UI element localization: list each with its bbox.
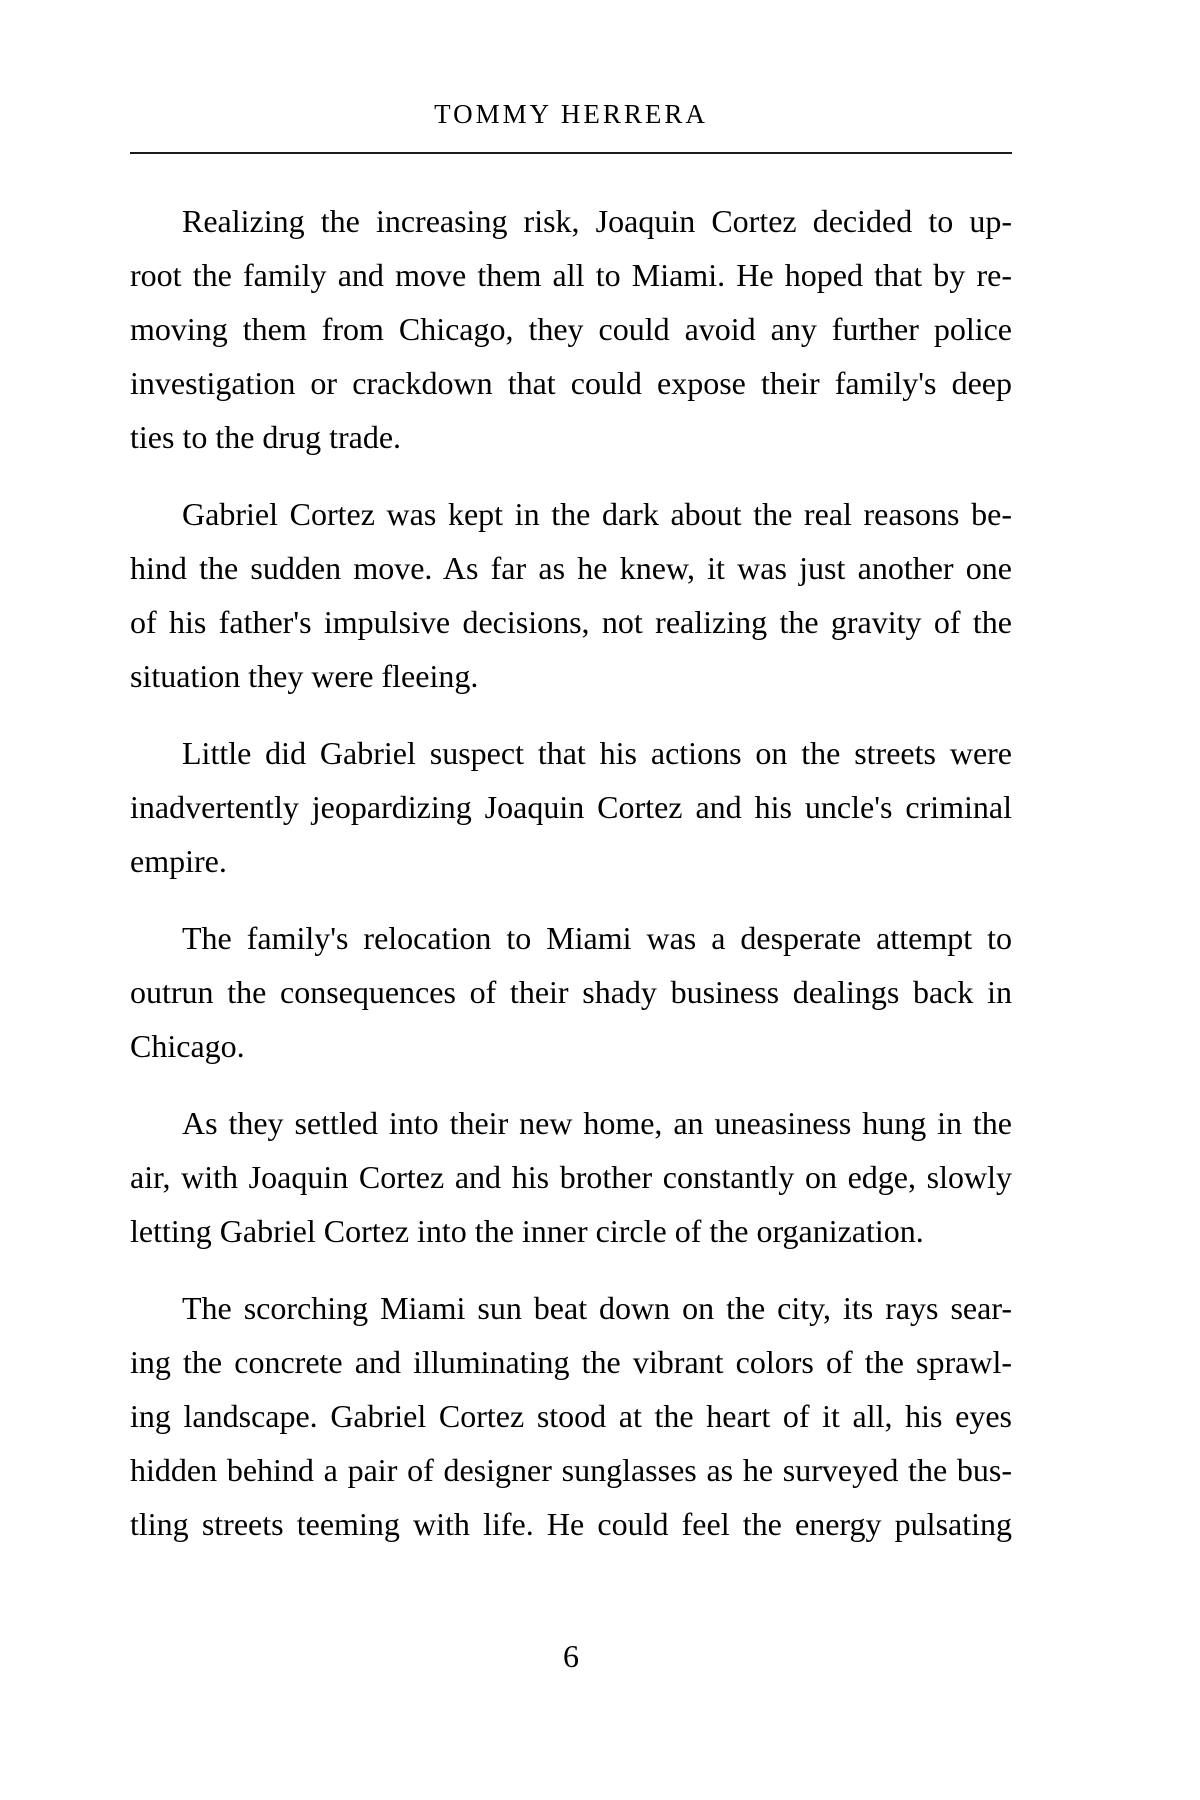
text-line: Gabriel Cortez was kept in the dark about the real reasons be- <box>182 496 1012 532</box>
text-line: moving them from Chicago, they could avoid any further police <box>130 311 1012 347</box>
text-line: tling streets teeming with life. He could feel the energy pulsating <box>130 1506 1012 1542</box>
body-text <box>130 194 1012 1551</box>
text-line: root the family and move them all to Miami. He hoped that by re- <box>130 257 1012 293</box>
text-line: As they settled into their new home, an uneasiness hung in the <box>182 1105 1012 1141</box>
page-number: 6 <box>563 1638 579 1674</box>
text-line: Chicago. <box>130 1028 245 1064</box>
paragraph <box>130 194 1012 464</box>
text-line: hidden behind a pair of designer sunglasses as he surveyed the bus- <box>130 1452 1012 1488</box>
text-line: empire. <box>130 843 227 879</box>
running-header: TOMMY HERRERA <box>434 99 708 129</box>
header-rule <box>130 152 1012 154</box>
text-line: Realizing the increasing risk, Joaquin Cortez decided to up- <box>182 203 1012 239</box>
paragraph <box>130 726 1012 888</box>
text-line: outrun the consequences of their shady business dealings back in <box>130 974 1012 1010</box>
paragraph <box>130 911 1012 1073</box>
text-line: ties to the drug trade. <box>130 419 402 455</box>
text-line: investigation or crackdown that could expose their family's deep <box>130 365 1012 401</box>
text-line: hind the sudden move. As far as he knew, it was just another one <box>130 550 1012 586</box>
text-line: The scorching Miami sun beat down on the city, its rays sear- <box>182 1290 1012 1326</box>
text-line: of his father's impulsive decisions, not realizing the gravity of the <box>130 604 1012 640</box>
paragraph <box>130 487 1012 703</box>
text-line: letting Gabriel Cortez into the inner circle of the organization. <box>130 1213 924 1249</box>
paragraph <box>130 1281 1012 1551</box>
text-line: The family's relocation to Miami was a desperate attempt to <box>182 920 1012 956</box>
text-line: ing the concrete and illuminating the vibrant colors of the sprawl- <box>130 1344 1012 1380</box>
text-line: Little did Gabriel suspect that his actions on the streets were <box>182 735 1012 771</box>
text-line: situation they were fleeing. <box>130 658 479 694</box>
paragraph <box>130 1096 1012 1258</box>
text-line: inadvertently jeopardizing Joaquin Cortez and his uncle's criminal <box>130 789 1012 825</box>
text-line: air, with Joaquin Cortez and his brother constantly on edge, slowly <box>130 1159 1012 1195</box>
text-line: ing landscape. Gabriel Cortez stood at the heart of it all, his eyes <box>130 1398 1012 1434</box>
